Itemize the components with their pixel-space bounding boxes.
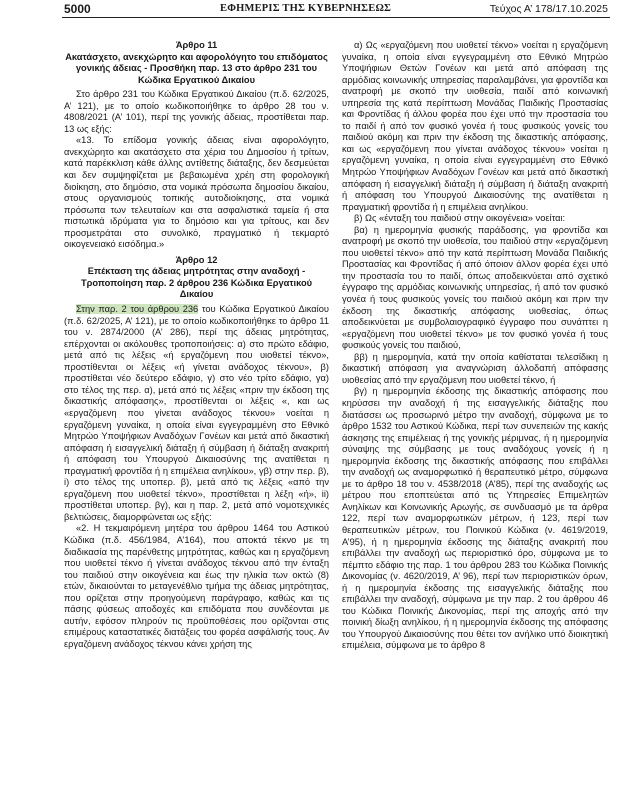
article-11-title: Άρθρο 11 [175,40,218,50]
article-11-heading: Ακατάσχετο, ανεκχώρητο και αφορολόγητο του επιδόματος γονικής άδειας - Προσθήκη παρ. 13 στο άρθρο 231 του Κώδικα Εργατικού Δικαίου [65,51,328,85]
subpoint-bb-paragraph: ββ) η ημερομηνία, κατά την οποία καθίσταται τελεσίδικη η δικαστική απόφαση για αναγνώριση άλλοδαπή απόφασης υιοθεσίας από την εργαζόμενη που υιοθετεί τέκνο, ή [342,351,608,385]
highlighted-text[interactable]: Στην παρ. 2 του άρθρου 236 [76,304,199,315]
page-header [0,0,632,18]
gazette-title: ΕΦΗΜΕΡΙΣ ΤΗΣ ΚΥΒΕΡΝΗΣΕΩΣ [220,3,392,14]
right-column [342,40,608,652]
definition-adoptive-paragraph: α) Ως «εργαζόμενη που υιοθετεί τέκνο» νοείται η εργαζόμενη γυναίκα, η οποία είναι εγγεγραμμένη στο Εθνικό Μητρώο Υποψήφιων Θετών Γονέων και μετά από απόφαση της αρμόδιας κοινωνικής υπηρεσίας παραλαμβάνει, για φροντίδα και ανατροφή με σκοπό την υιοθεσία, παιδί από κοινωνική υπηρεσία της κατά περίπτωση Μονάδας Παιδικής Προστασίας και Φροντίδας ή άλλου φορέα που έχει υπό την προστασία του το παιδί ή από τον φυσικό γονέα ή τους φυσικούς γονείς του παιδιού ακόμη και πριν την έκδοση της δικαστικής απόφασης, και ως «εργαζόμενη που γίνεται ανάδοχος τέκνου» νοείται η εργαζόμενη γυναίκα, η οποία είναι εγγεγραμμένη στο Εθνικό Μητρώο Υποψήφιων Αναδόχων Γονέων και μετά από δικαστική απόφαση ή εισαγγελική διάταξη ή σύμβαση ή διάταξη ανακριτή ή απόφαση του Υπουργού Δικαιοσύνης της ανατίθεται η πραγματική φροντίδα ή η επιμέλεια ανηλίκου. [342,40,608,212]
article-12-intro-rest: του Κώδικα Εργατικού Δικαίου (π.δ. 62/2025, Α’ 121), με το οποίο κωδικοποιήθηκε το άρθρο 11 του ν. 2874/2000 (Α’ 286), περί της άδειας μητρότητας, επέρχονται οι ακόλουθες τροποποιήσεις: α) στο πρώτο εδάφιο, μετά από τις λέξεις «ή εργαζόμενη που υιοθετεί τέκνο», προστίθενται οι λέξεις «ή γίνεται ανάδοχος τέκνου», β) προστίθεται νέο δεύτερο εδάφιο, γ) στο νέο τρίτο εδάφιο, γα) στο τέλος της περ. α), μετά από τις λέξεις «πριν την έκδοση της δικαστικής απόφασης», προστίθενται οι λέξεις «, και ως «εργαζόμενη που γίνεται ανάδοχος τέκνου» νοείται η εργαζόμενη γυναίκα, η οποία είναι εγγεγραμμένη στο Εθνικό Μητρώο Υποψήφιων Αναδόχων Γονέων και μετά από δικαστική απόφαση ή εισαγγελική διάταξη ή σύμβαση ή διάταξη ανακριτή ή απόφαση του Υπουργού Δικαιοσύνης της ανατίθεται η πραγματική φροντίδα ή η επιμέλεια ανηλίκου», γβ) στην περ. β), i) στο τέλος της υποπερ. β), μετά από τις λέξεις «από την εργαζόμενη που υιοθετεί τέκνο», προστίθεται η λέξη «ή», ii) προστίθεται υποπερ. βγ), και η παρ. 2, μετά από νομοτεχνικές βελτιώσεις, διαμορφώνεται ως εξής: [64,304,330,522]
issue-reference: Τεύχος Α’ 178/17.10.2025 [489,3,608,15]
subpoint-ba-paragraph: βα) η ημερομηνία φυσικής παράδοσης, για φροντίδα και ανατροφή με σκοπό την υιοθεσία, του παιδιού στην «εργαζόμενη που υιοθετεί τέκνο» από την κατά περίπτωση Μονάδα Παιδικής Προστασίας και Φροντίδας ή από όποιον άλλον φορέα έχει υπό την προστασία του το παιδί, όπως αποδεικνύεται από σχετικό έγγραφο της αρμόδιας κοινωνικής υπηρεσίας, ή από τον φυσικό γονέα ή τους φυσικούς γονείς του παιδιού ακόμη και πριν την έκδοση της δικαστικής απόφασης υιοθεσίας, όπως αποδεικνύεται με συμβολαιογραφικό έγγραφο που συνάπτει η «εργαζόμενη που υιοθετεί τέκνο» με τον φυσικό γονέα ή τους φυσικούς γονείς του παιδιού, [342,224,608,351]
article-12-heading: Επέκταση της άδειας μητρότητας στην αναδοχή - Τροποποίηση παρ. 2 άρθρου 236 Κώδικα Εργατικού Δικαίου [80,266,313,300]
article-12-quote: «2. Η τεκμαιρόμενη μητέρα του άρθρου 1464 του Αστικού Κώδικα (π.δ. 456/1984, Α’164), που αποκτά τέκνο με τη διαδικασία της παρένθετης μητρότητας, καθώς και η εργαζόμενη που υιοθετεί τέκνο ή γίνεται ανάδοχος τέκνου από την ένταξη του παιδιού στην οικογένεια και έως την ηλικία των οκτώ (8) ετών, δικαιούνται το μεταγενέθλιο τμήμα της άδειας μητρότητας, που ορίζεται στην προηγούμενη παράγραφο, καθώς και τις πάσης φύσεως αποδοχές και επιδόματα που συνδέονται με αυτήν, εφόσον πληρούν τις προϋποθέσεις που ορίζονται στις επιμέρους καταστατικές διατάξεις του φορέα ασφάλισής τους. Αν εργαζόμενη ανάδοχος τέκνου κάνει χρήση της [64,523,329,649]
page-number: 5000 [64,2,91,16]
article-12-title: Άρθρο 12 [175,254,218,265]
subpoint-bg-paragraph: βγ) η ημερομηνία έκδοσης της δικαστικής απόφασης που κηρύσσει την αναδοχή ή της εισαγγελικής διάταξης που διατάσσει ως προσωρινό μέτρο την αναδοχή, σύμφωνα με το άρθρο 1532 του Αστικού Κώδικα, περί των συνεπειών της κακής άσκησης της επιμέλειας ή της γονικής μέριμνας, ή η ημερομηνία σύναψης της σύμβασης με τους αναδόχους γονείς ή η ημερομηνία έκδοσης της δικαστικής απόφασης που επιβάλλει την αναδοχή ως αναμορφωτικό ή θεραπευτικό μέτρο, σύμφωνα με το άρθρο 18 του ν. 4538/2018 (Α’85), περί της αναδοχής ως μέτρου που εποπτεύεται από τις Υπηρεσίες Επιμελητών Ανηλίκων και Κοινωνικής Αρωγής, σε συνδυασμό με τα άρθρα 122, περί των αναμορφωτικών μέτρων, ή 123, περί των θεραπευτικών μέτρων, του Ποινικού Κώδικα (ν. 4619/2019, Α’95), ή η ημερομηνία έκδοσης της διάταξης ανακριτή που επιβάλλει την αναδοχή ως περιοριστικό όρο, σύμφωνα με το πέμπτο εδάφιο της παρ. 1 του άρθρου 283 του Κώδικα Ποινικής Δικονομίας (ν. 4620/2019, Α’ 96), περί των περιοριστικών όρων, ή η ημερομηνία έκδοσης της εισαγγελικής διάταξης που επιβάλλει την αναδοχή, σύμφωνα με την παρ. 2 του άρθρου 46 του Κώδικα Ποινικής Δικονομίας, περί της αποχής από την ποινική δίωξη ανηλίκου, ή η ημερομηνία έκδοσης της απόφασης του Υπουργού Δικαιοσύνης που θέτει τον ανήλικο υπό διοικητική επιμέλεια, σύμφωνα με το άρθρο 8 [342,386,608,651]
family-integration-paragraph: β) Ως «ένταξη του παιδιού στην οικογένεια» νοείται: [354,213,566,224]
article-11-quote: «13. Το επίδομα γονικής άδειας είναι αφορολόγητο, ανεκχώρητο και ακατάσχετο στα χέρια του Δημοσίου ή τρίτων, κατά παρέκκλιση κάθε άλλης αντίθετης διάταξης, δεν δεσμεύεται και δεν συμψηφίζεται με βεβαιωμένα χρέη στη φορολογική διοίκηση, στο δημόσιο, στα νομικά πρόσωπα δημοσίου δικαίου, στους οργανισμούς τοπικής αυτοδιοίκησης, στα νομικά πρόσωπα των τελευταίων και στα ασφαλιστικά ταμεία ή στα πιστωτικά ιδρύματα για το δημόσιο και για τρίτους, και δεν προσμετράται στο συνολικό, πραγματικό ή τεκμαρτό οικογενειακό εισόδημα.» [64,135,329,250]
article-11-intro: Στο άρθρο 231 του Κώδικα Εργατικού Δικαίου (π.δ. 62/2025, Α’ 121), με το οποίο κωδικοποιήθηκε το άρθρο 28 του ν. 4808/2021 (Α’ 101), περί της γονικής άδειας, προστίθεται παρ. 13 ως εξής: [64,89,329,134]
left-column [64,40,329,650]
article-12-intro [64,304,329,523]
header-rule [62,17,610,18]
